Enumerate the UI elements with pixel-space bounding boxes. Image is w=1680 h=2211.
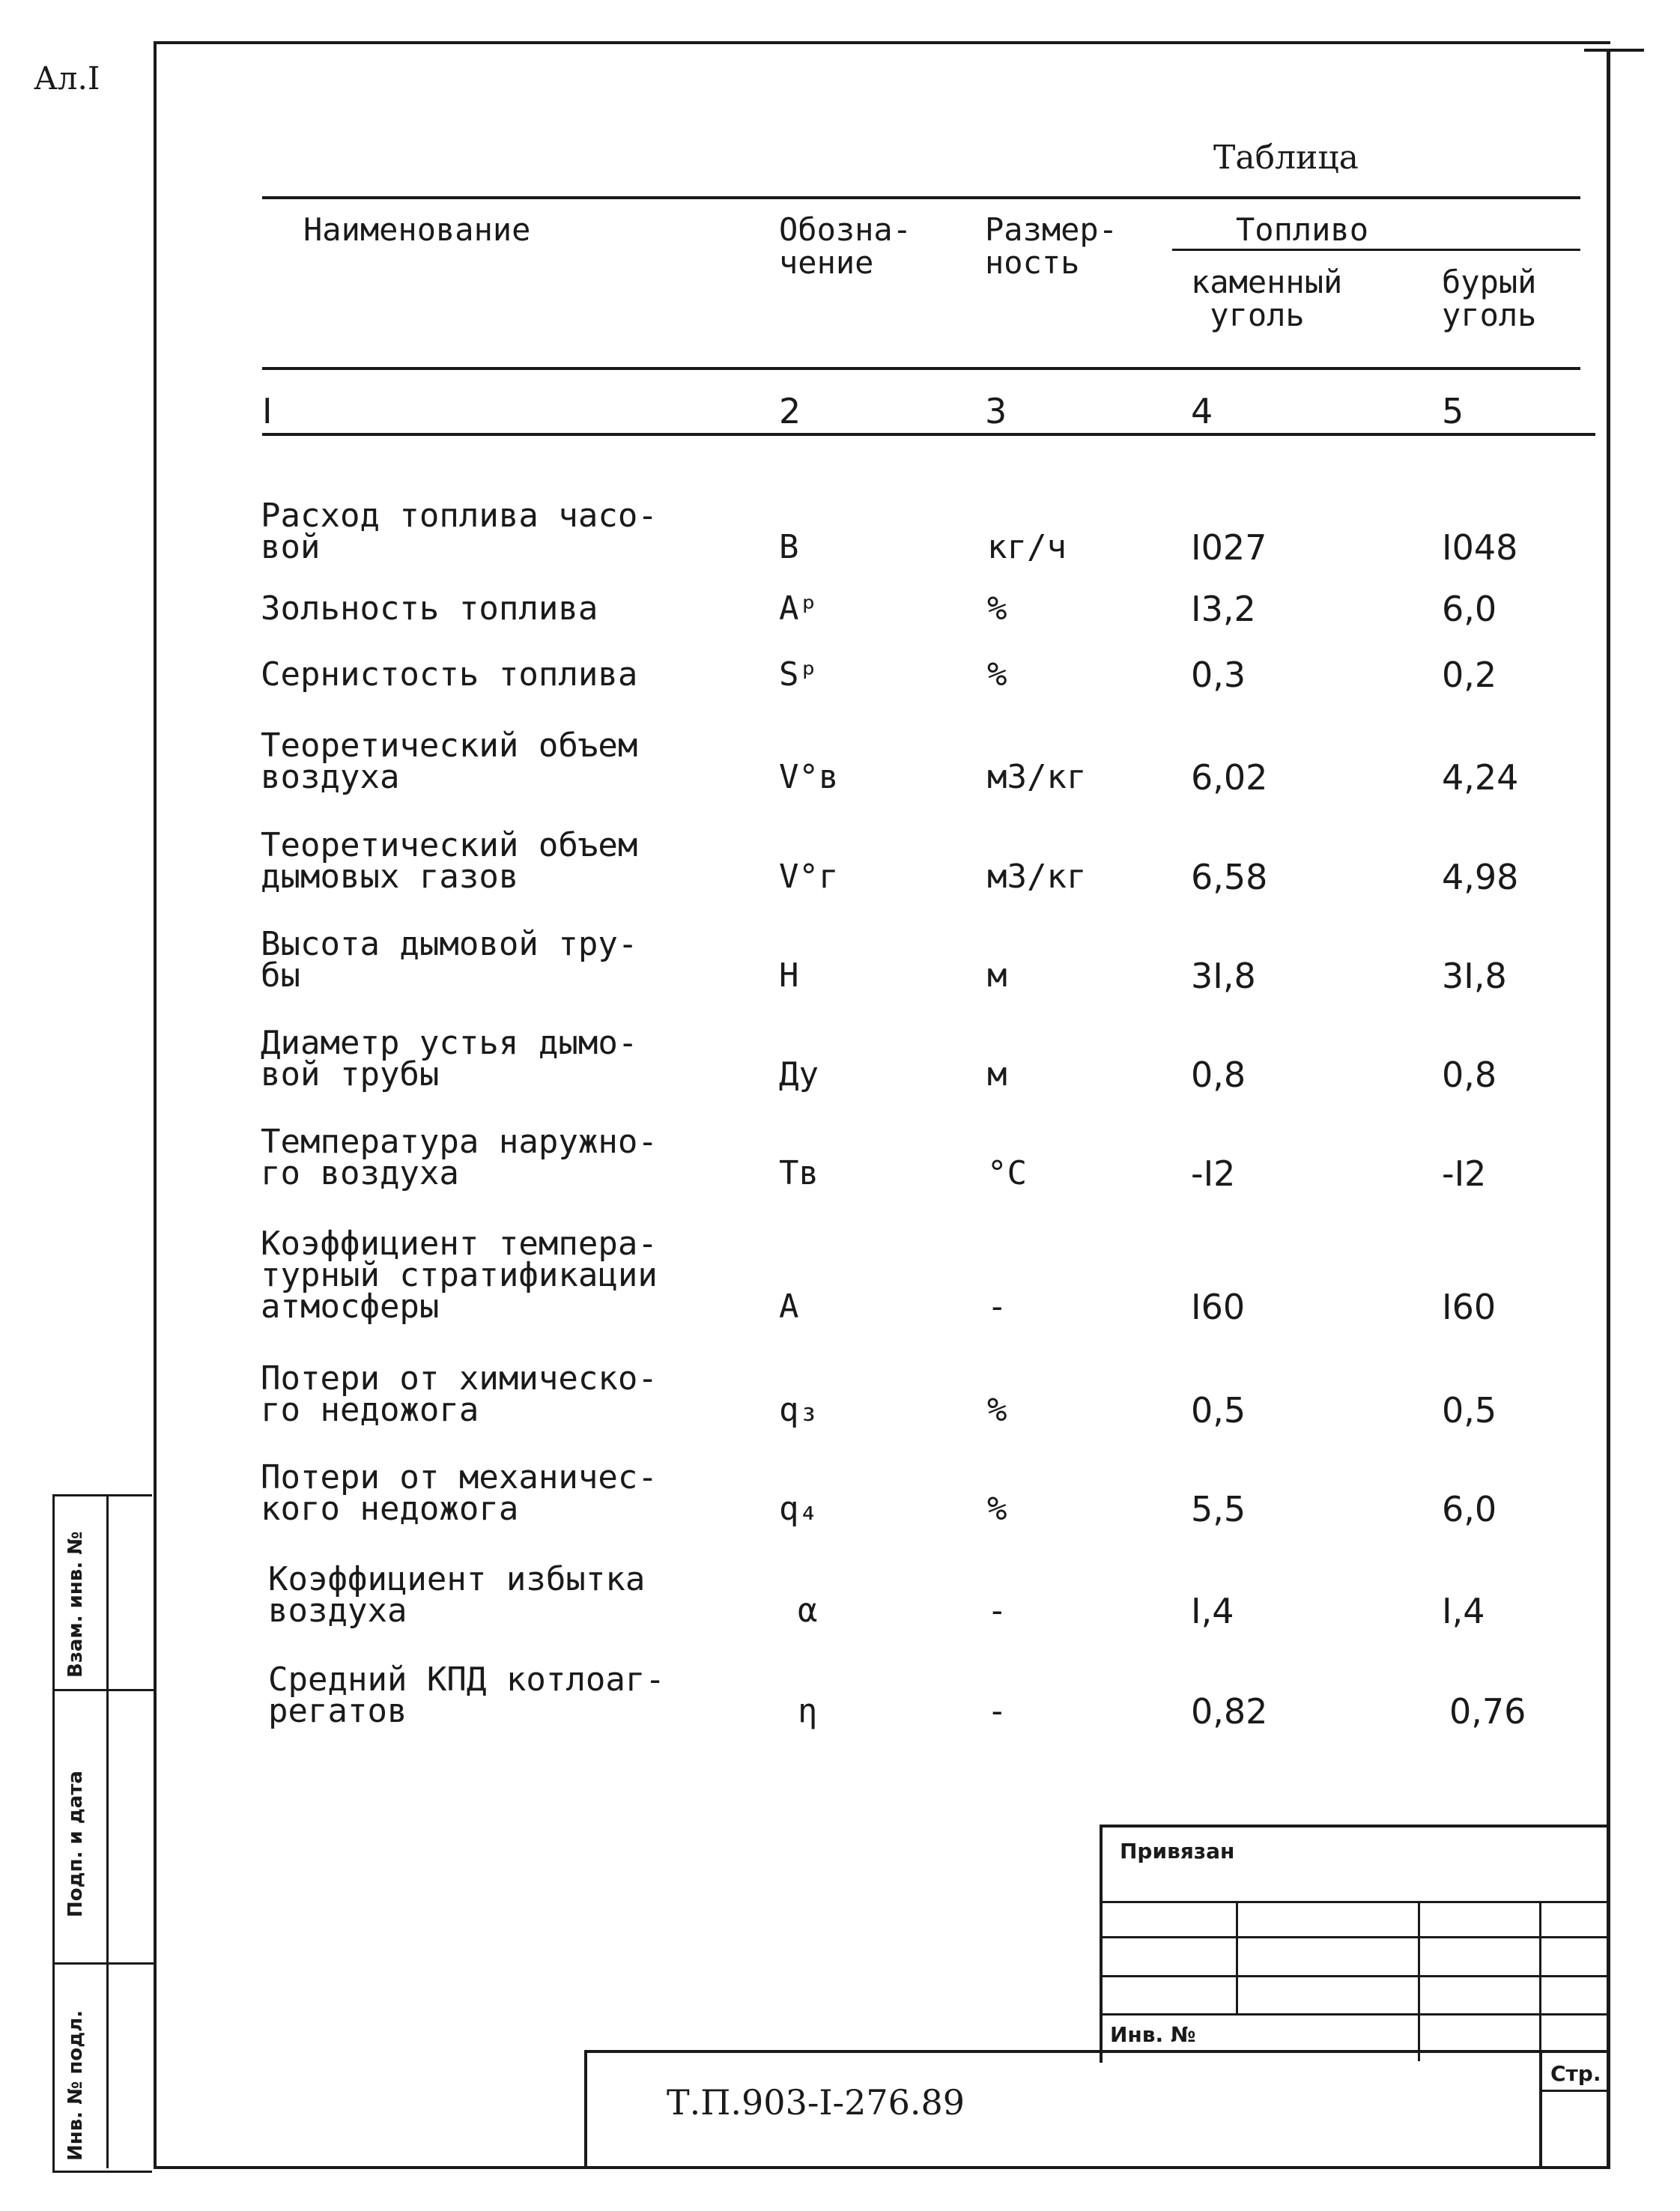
frame-top-border [154,41,1610,44]
row-name: Теоретический объем дымовых газов [261,826,638,896]
row-name: Коэффициент темпера- турный стратификации атмосферы [261,1225,658,1326]
row-unit: - [987,1692,1007,1730]
row-value-coal: 5,5 [1191,1489,1246,1529]
frame-left-border [154,41,157,2168]
column-number: 5 [1442,391,1464,431]
stamp-row-divider [52,1962,154,1965]
column-number: I [262,391,273,431]
header-fuel: Топливо [1236,211,1369,248]
tb-grid-col [1539,1901,1541,2061]
row-value-brown: I,4 [1442,1591,1485,1631]
row-name: Сернистость топлива [261,655,638,694]
stamp-column-divider [106,1494,109,2168]
row-value-brown: 0,5 [1442,1390,1497,1431]
row-designation: Sᵖ [779,655,819,694]
row-designation: Ду [779,1055,819,1094]
row-value-brown: 0,8 [1442,1055,1497,1095]
column-numbers-rule [262,433,1595,436]
column-number: 2 [779,391,801,431]
tb-code-top-border [584,2050,1610,2053]
frame-bottom-border [154,2166,1610,2169]
tb-page-divider [1539,2050,1542,2168]
row-value-brown: I048 [1442,527,1518,568]
column-number: 4 [1191,391,1213,431]
row-name: Расход топлива часо- вой [261,497,658,566]
row-value-coal: 0,8 [1191,1055,1246,1095]
stamp-row-divider [52,1689,154,1691]
row-name: Коэффициент избытка воздуха [268,1560,646,1630]
tb-grid-rule [1100,1901,1609,1903]
row-name: Зольность топлива [261,589,598,628]
row-name: Высота дымовой тру- бы [261,925,638,995]
row-value-coal: 6,02 [1191,757,1268,798]
row-name: Температура наружно- го воздуха [261,1123,658,1192]
row-value-coal: 0,82 [1191,1691,1268,1732]
row-name: Диаметр устья дымо- вой трубы [261,1024,638,1094]
row-unit: кг/ч [987,528,1067,566]
row-unit: - [987,1288,1007,1326]
row-designation: V°в [779,758,839,796]
row-unit: м3/кг [987,858,1087,896]
sheet-label: Ал.I [34,60,100,97]
stamp-podp-label: Подп. и дата [64,1771,87,1917]
row-value-brown: 6,0 [1442,1489,1497,1529]
inv-no-label: Инв. № [1110,2022,1196,2047]
header-bottom-rule [262,367,1580,370]
row-value-brown: I60 [1442,1287,1496,1327]
privyazan-label: Привязан [1120,1839,1235,1863]
row-value-brown: 0,76 [1449,1691,1526,1732]
row-designation: q₃ [779,1391,819,1429]
row-value-coal: I027 [1191,527,1267,568]
row-unit: % [987,1490,1007,1528]
tb-code-left-border [584,2050,587,2168]
tb-grid-rule [1100,1936,1609,1938]
header-brown: бурый уголь [1442,264,1537,333]
stamp-inv-label: Инв. № подл. [64,2010,87,2161]
row-value-coal: I60 [1191,1287,1246,1327]
row-designation: B [779,528,799,566]
row-designation: q₄ [779,1490,819,1528]
row-designation: V°г [779,858,839,896]
row-value-coal: 0,5 [1191,1390,1246,1431]
row-name: Средний КПД котлоаг- регатов [268,1660,665,1730]
row-unit: м3/кг [987,758,1087,796]
row-value-coal: 6,58 [1191,857,1268,897]
row-value-coal: -I2 [1191,1153,1236,1194]
row-unit: % [987,589,1007,628]
row-designation: H [779,956,799,995]
row-designation: Тв [779,1154,819,1192]
row-designation: A [779,1288,799,1326]
row-unit: % [987,1391,1007,1429]
row-value-brown: 4,24 [1442,757,1519,798]
table-caption: Таблица [1213,139,1359,177]
row-name: Теоретический объем воздуха [261,727,638,796]
row-value-coal: 3I,8 [1191,956,1256,996]
row-designation: Aᵖ [779,589,819,628]
row-unit: м [987,956,1007,995]
row-unit: % [987,655,1007,694]
tb-grid-rule [1100,1975,1609,1977]
tb-grid-col [1418,1901,1420,2061]
header-unit: Размер- ность [985,211,1118,281]
row-name: Потери от химическо- го недожога [261,1359,658,1429]
tb-page-rule [1539,2090,1608,2092]
tb-grid-rule [1100,2013,1609,2016]
row-unit: °С [987,1154,1027,1192]
tb-left-border [1100,1826,1103,2063]
frame-corner-tick [1584,49,1644,52]
row-designation: η [798,1692,818,1730]
row-designation: α [798,1592,818,1630]
page-label: Стр. [1550,2061,1601,2086]
row-value-coal: I,4 [1191,1591,1234,1631]
row-value-brown: -I2 [1442,1153,1487,1194]
header-fuel-rule [1172,249,1580,251]
stamp-vzam-label: Взам. инв. № [64,1531,87,1678]
document-code: Т.П.903-I-276.89 [667,2082,965,2123]
row-unit: - [987,1592,1007,1630]
row-unit: м [987,1055,1007,1094]
header-name: Наименование [303,211,531,248]
header-designation: Обозна- чение [779,211,912,281]
row-value-coal: I3,2 [1191,589,1256,629]
row-name: Потери от механичес- кого недожога [261,1458,658,1528]
row-value-brown: 0,2 [1442,655,1497,695]
tb-grid-col [1236,1901,1238,2013]
row-value-brown: 4,98 [1442,857,1519,897]
row-value-coal: 0,3 [1191,655,1246,695]
tb-top-border [1100,1825,1609,1828]
frame-right-border [1607,49,1610,2168]
column-number: 3 [985,391,1007,431]
row-value-brown: 3I,8 [1442,956,1507,996]
row-value-brown: 6,0 [1442,589,1497,629]
header-top-rule [262,196,1580,199]
header-coal: каменный уголь [1191,264,1343,333]
